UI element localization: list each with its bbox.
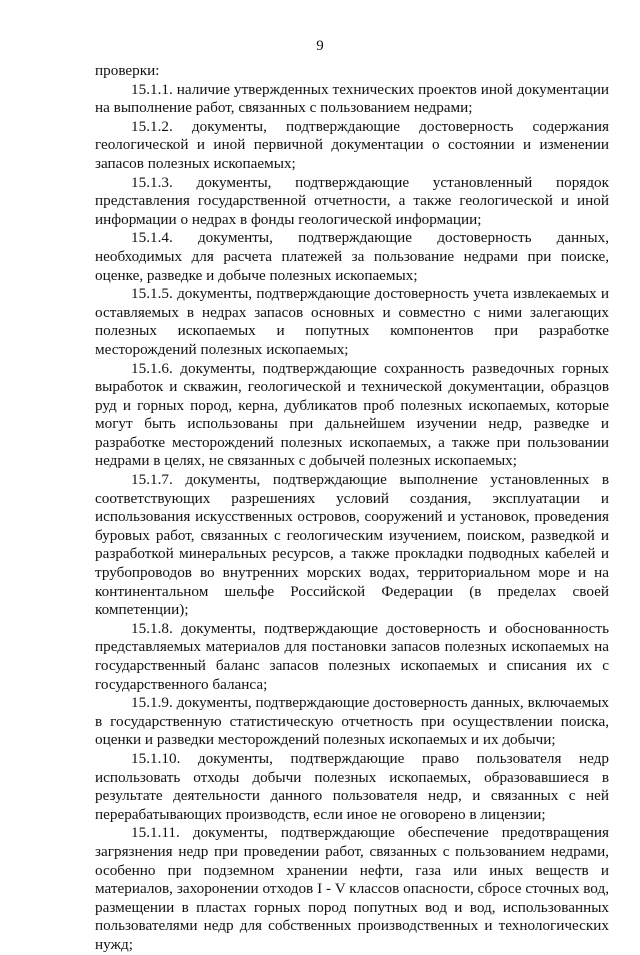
- paragraph-15-1-10: 15.1.10. документы, подтверждающие право пользователя недр использовать отходы добычи полезных ископаемых, образовавшиеся в результате деятельности данного пользователя недр, и связанных с ней перерабатывающих производств, если иное не оговорено в лицензии;: [95, 749, 609, 823]
- paragraph-15-1-2: 15.1.2. документы, подтверждающие достоверность содержания геологической и иной первичной документации о состоянии и изменении запасов полезных ископаемых;: [95, 117, 609, 172]
- paragraph-15-1-5: 15.1.5. документы, подтверждающие достоверность учета извлекаемых и оставляемых в недрах запасов основных и совместно с ними залегающих полезных ископаемых и попутных компонентов при разработке месторождений полезных ископаемых;: [95, 285, 609, 358]
- paragraph-15-1-4: 15.1.4. документы, подтверждающие достоверность данных, необходимых для расчета платежей за пользование недрами при поиске, оценке, разведке и добыче полезных ископаемых;: [95, 229, 609, 284]
- paragraph-15-1-6: 15.1.6. документы, подтверждающие сохранность разведочных горных выработок и скважин, геологической и технической документации, образцов руд и горных пород, керна, дубликатов проб полезных ископаемых, которые могут быть использованы при дальнейшем изучении недр, разведке и разработке месторождений полезных ископаемых, а также при пользовании недрами в целях, не связанных с добычей полезных ископаемых;: [95, 359, 609, 470]
- paragraph-15-1-3: 15.1.3. документы, подтверждающие установленный порядок представления государственной отчетности, а также геологической и иной информации о недрах в фонды геологической информации;: [95, 173, 609, 228]
- paragraph-15-1-9: 15.1.9. документы, подтверждающие достоверность данных, включаемых в государственную статистическую отчетность при осуществлении поиска, оценки и разведки месторождений полезных ископаемых и их добычи;: [95, 694, 609, 749]
- paragraph-15-1-1: 15.1.1. наличие утвержденных технических проектов иной документации на выполнение работ, связанных с пользованием недрами;: [95, 80, 609, 117]
- paragraph-15-1-7: 15.1.7. документы, подтверждающие выполнение установленных в соответствующих разрешениях условий создания, эксплуатации и использования искусственных островов, сооружений и установок, проведения буровых работ, связанных с геологическим изучением, поиском, разведкой и разработкой минеральных ресурсов, а также прокладки подводных кабелей и трубопроводов во внутренних морских водах, территориальном море и на континентальном шельфе Российской Федерации (в пределах своей компетенции);: [95, 471, 609, 619]
- paragraph-intro: проверки:: [95, 62, 160, 79]
- paragraph-15-1-11: 15.1.11. документы, подтверждающие обеспечение предотвращения загрязнения недр при проведении работ, связанных с пользованием недрами, особенно при подземном хранении нефти, газа или иных веществ и материалов, захоронении отходов I - V классов опасности, сбросе сточных вод, размещении в пластах горных пород попутных вод и вод, использованных пользователями недр для собственных производственных и технологических нужд;: [95, 824, 609, 953]
- page-number: 9: [316, 38, 324, 54]
- paragraph-15-1-8: 15.1.8. документы, подтверждающие достоверность и обоснованность представляемых материалов для постановки запасов полезных ископаемых на государственный баланс запасов полезных ископаемых и списания их с государственного баланса;: [95, 619, 609, 693]
- document-body: [95, 62, 609, 955]
